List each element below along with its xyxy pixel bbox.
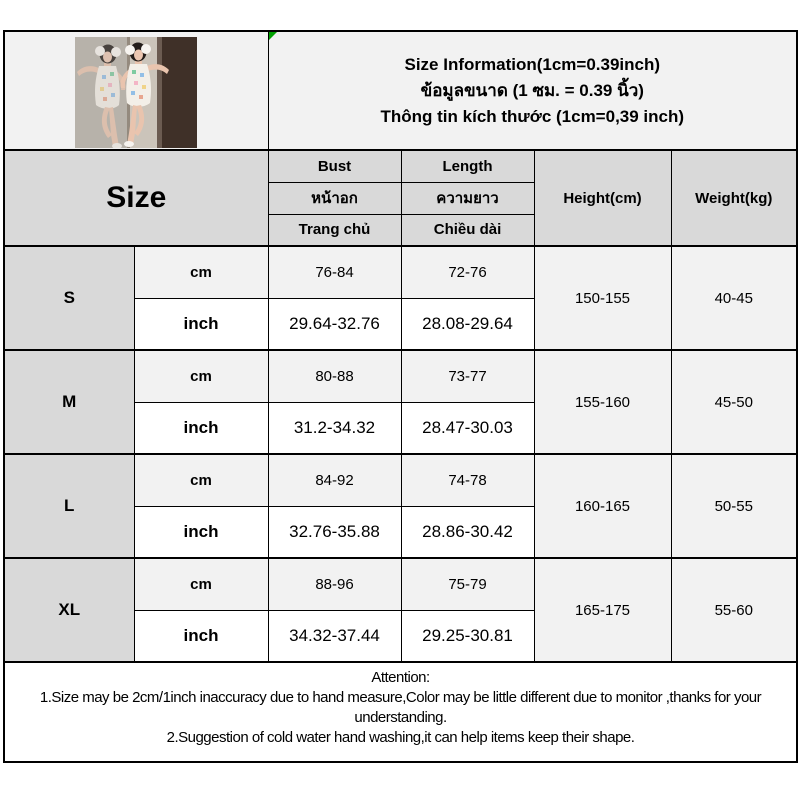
s-height: 150-155 (534, 246, 671, 350)
m-bust-inch: 31.2-34.32 (268, 402, 401, 454)
unit-inch: inch (134, 402, 268, 454)
xl-height: 165-175 (534, 558, 671, 662)
attention-note-1: 1.Size may be 2cm/1inch inaccuracy due to hand measure,Color may be little different due to monitor ,thanks for your understanding. (39, 689, 762, 726)
title-line-vi: Thông tin kích thước (1cm=0,39 inch) (380, 106, 685, 126)
bust-header-th: หน้าอก (268, 182, 401, 214)
title-cell (268, 31, 797, 150)
l-height: 160-165 (534, 454, 671, 558)
size-table (3, 30, 798, 763)
s-length-inch: 28.08-29.64 (401, 298, 534, 350)
m-length-inch: 28.47-30.03 (401, 402, 534, 454)
size-label-xl: XL (4, 558, 134, 662)
size-column-header: Size (4, 150, 268, 246)
l-bust-inch: 32.76-35.88 (268, 506, 401, 558)
unit-inch: inch (134, 506, 268, 558)
model-illustration (75, 37, 197, 148)
table-row-xl-cm (4, 558, 797, 610)
unit-cm: cm (134, 246, 268, 298)
bust-header-vi: Trang chủ (268, 214, 401, 246)
s-bust-cm: 76-84 (268, 246, 401, 298)
xl-bust-inch: 34.32-37.44 (268, 610, 401, 662)
size-label-s: S (4, 246, 134, 350)
weight-header: Weight(kg) (671, 150, 797, 246)
title-line-th: ข้อมูลขนาด (1 ซม. = 0.39 นิ้ว) (420, 80, 644, 100)
table-row-s-cm (4, 246, 797, 298)
s-bust-inch: 29.64-32.76 (268, 298, 401, 350)
attention-text (5, 663, 796, 748)
m-length-cm: 73-77 (401, 350, 534, 402)
length-header-en: Length (401, 150, 534, 182)
attention-cell (4, 662, 797, 762)
m-weight: 45-50 (671, 350, 797, 454)
l-length-inch: 28.86-30.42 (401, 506, 534, 558)
height-header: Height(cm) (534, 150, 671, 246)
l-bust-cm: 84-92 (268, 454, 401, 506)
xl-bust-cm: 88-96 (268, 558, 401, 610)
unit-cm: cm (134, 558, 268, 610)
size-label-m: M (4, 350, 134, 454)
unit-inch: inch (134, 298, 268, 350)
s-weight: 40-45 (671, 246, 797, 350)
xl-length-cm: 75-79 (401, 558, 534, 610)
unit-inch: inch (134, 610, 268, 662)
length-header-vi: Chiều dài (401, 214, 534, 246)
attention-note-2: 2.Suggestion of cold water hand washing,it can help items keep their shape. (166, 729, 635, 746)
attention-title: Attention: (371, 669, 430, 686)
size-label-l: L (4, 454, 134, 558)
xl-weight: 55-60 (671, 558, 797, 662)
table-row-m-cm (4, 350, 797, 402)
m-bust-cm: 80-88 (268, 350, 401, 402)
title-line-en: Size Information(1cm=0.39inch) (404, 54, 661, 74)
l-weight: 50-55 (671, 454, 797, 558)
product-photo (75, 37, 197, 148)
bust-header-en: Bust (268, 150, 401, 182)
m-height: 155-160 (534, 350, 671, 454)
xl-length-inch: 29.25-30.81 (401, 610, 534, 662)
unit-cm: cm (134, 350, 268, 402)
cell-flag-icon (269, 32, 277, 40)
l-length-cm: 74-78 (401, 454, 534, 506)
length-header-th: ความยาว (401, 182, 534, 214)
s-length-cm: 72-76 (401, 246, 534, 298)
unit-cm: cm (134, 454, 268, 506)
photo-cell (4, 31, 268, 150)
table-row-l-cm (4, 454, 797, 506)
